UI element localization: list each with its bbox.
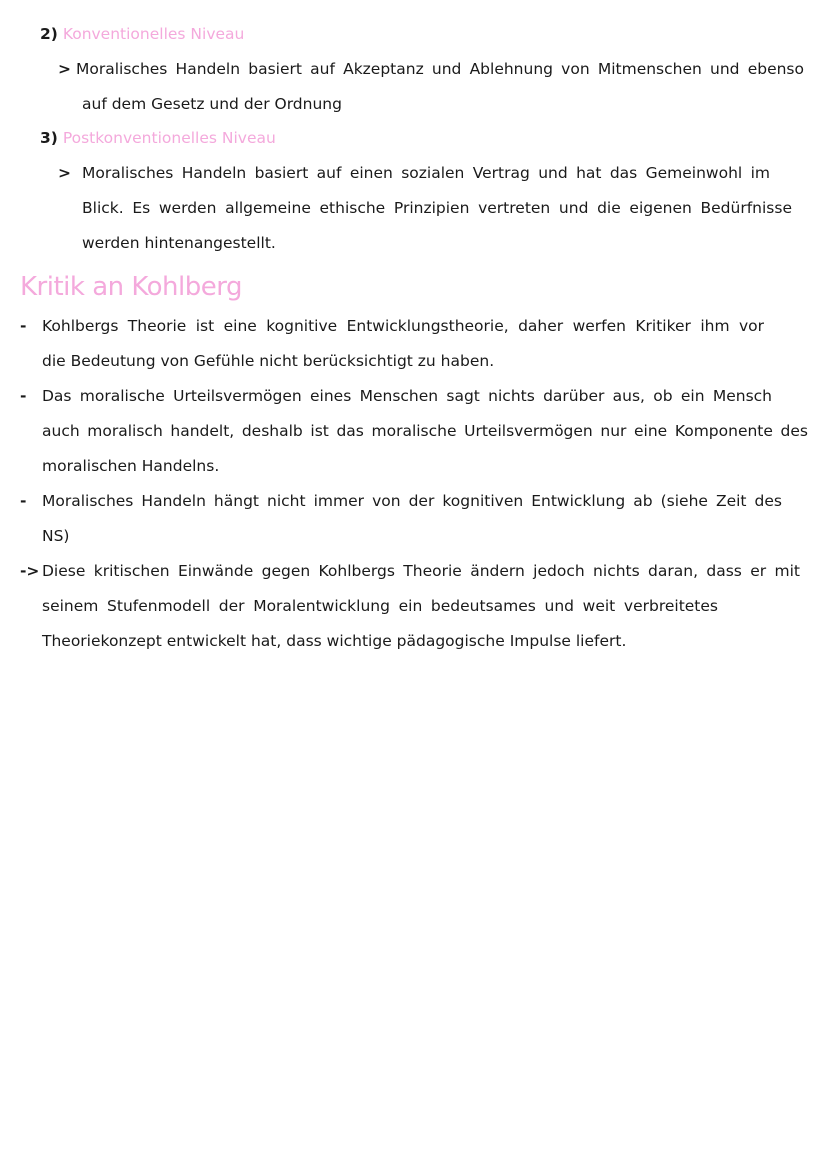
level-number: 2): [40, 25, 58, 43]
level-bullet: >: [58, 60, 71, 78]
critique-marker: -: [20, 387, 27, 405]
level-2-text-line: Moralisches Handeln basiert auf Akzeptanz und Ablehnung von Mitmenschen und ebenso: [76, 60, 804, 78]
level-2-header: [40, 24, 244, 44]
level-3-text-line: Blick. Es werden allgemeine ethische Prinzipien vertreten und die eigenen Bedürfnisse: [82, 199, 792, 217]
critique-marker: -: [20, 492, 27, 510]
level-bullet: >: [58, 164, 71, 182]
conclusion-text-line: Diese kritischen Einwände gegen Kohlbergs Theorie ändern jedoch nichts daran, dass er mit: [42, 562, 800, 580]
level-title: Postkonventionelles Niveau: [62, 129, 276, 147]
critique-text-line: NS): [42, 527, 70, 545]
conclusion-text-line: seinem Stufenmodell der Moralentwicklung ein bedeutsames und weit verbreitetes: [42, 597, 718, 615]
level-2-text-line: auf dem Gesetz und der Ordnung: [82, 95, 342, 113]
level-3-text-line: Moralisches Handeln basiert auf einen sozialen Vertrag und hat das Gemeinwohl im: [82, 164, 770, 182]
critique-text-line: Das moralische Urteilsvermögen eines Menschen sagt nichts darüber aus, ob ein Mensch: [42, 387, 772, 405]
critique-text-line: moralischen Handelns.: [42, 457, 220, 475]
conclusion-arrow: ->: [20, 562, 40, 580]
critique-text-line: Moralisches Handeln hängt nicht immer von der kognitiven Entwicklung ab (siehe Zeit des: [42, 492, 782, 510]
level-number: 3): [40, 129, 58, 147]
critique-marker: -: [20, 317, 27, 335]
level-3-header: [40, 128, 276, 148]
level-title: Konventionelles Niveau: [62, 25, 245, 43]
critique-text-line: die Bedeutung von Gefühle nicht berücksichtigt zu haben.: [42, 352, 495, 370]
level-3-text-line: werden hintenangestellt.: [82, 234, 276, 252]
critique-text-line: Kohlbergs Theorie ist eine kognitive Entwicklungstheorie, daher werfen Kritiker ihm vor: [42, 317, 764, 335]
section-heading: Kritik an Kohlberg: [20, 272, 242, 302]
conclusion-text-line: Theoriekonzept entwickelt hat, dass wichtige pädagogische Impulse liefert.: [42, 632, 627, 650]
critique-text-line: auch moralisch handelt, deshalb ist das moralische Urteilsvermögen nur eine Komponente des: [42, 422, 808, 440]
